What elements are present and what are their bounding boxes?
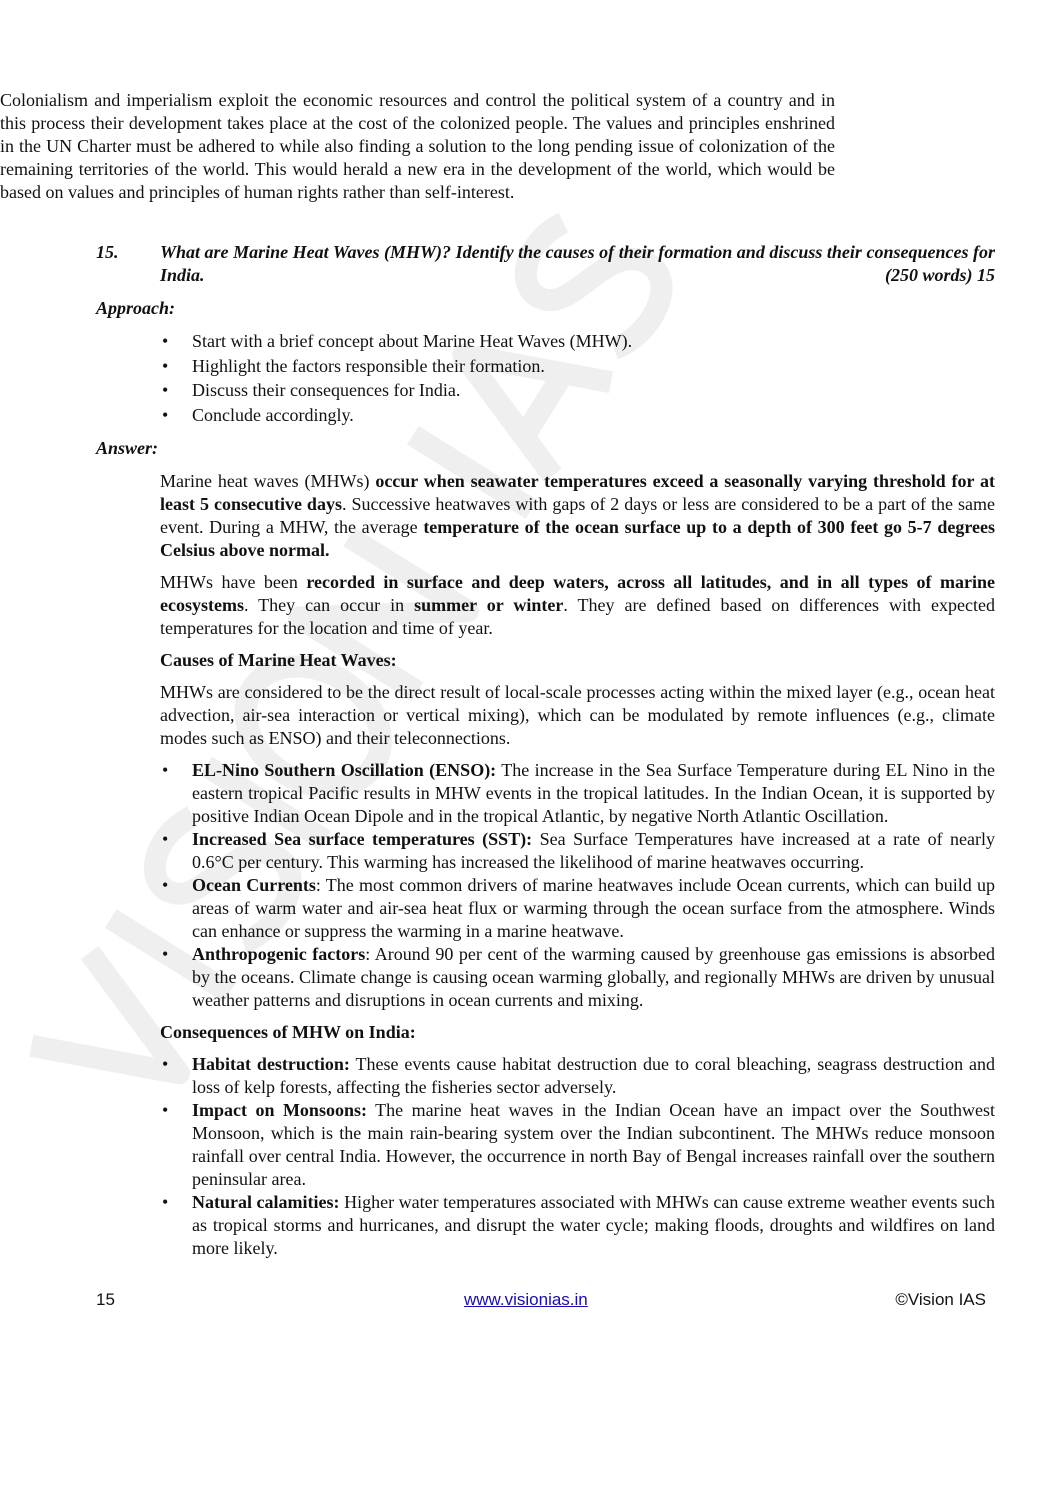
- approach-label: Approach:: [96, 298, 176, 318]
- page-number: 15: [96, 1289, 115, 1309]
- bold-text: summer or winter: [414, 594, 564, 615]
- list-item: • Highlight the factors responsible their formation.: [160, 355, 995, 378]
- item-title: Ocean Currents: [192, 874, 316, 895]
- item-title: EL-Nino Southern Oscillation (ENSO):: [192, 759, 497, 780]
- list-item: [160, 943, 995, 1012]
- list-item: [160, 759, 995, 828]
- list-item: • Conclude accordingly.: [160, 404, 995, 427]
- list-item: [160, 874, 995, 943]
- copyright: ©Vision IAS: [895, 1289, 986, 1309]
- item-text: These events cause habitat destruction due to coral bleaching, seagrass destruction and loss of kelp forests, affecting the fisheries sector adversely.: [192, 1053, 995, 1097]
- answer-body: [160, 470, 995, 1260]
- list-item: [160, 1191, 995, 1260]
- item-title: Natural calamities:: [192, 1191, 340, 1212]
- text: . Successive heatwaves with gaps of 2 days or less are considered to be a part of the same event. During a MHW, the average: [160, 493, 996, 537]
- consequences-list: [160, 1053, 995, 1260]
- answer-paragraph-1: [160, 470, 995, 562]
- bold-text: temperature of the ocean surface up to a depth of 300 feet go 5-7 degrees Celsius above normal.: [160, 516, 995, 560]
- question-text: What are Marine Heat Waves (MHW)? Identify the causes of their formation and discuss their consequences for India.: [160, 242, 995, 285]
- intro-paragraph: Colonialism and imperialism exploit the economic resources and control the political system of a country and in this process their development takes place at the cost of the colonized people. The values and principles enshrined in the UN Charter must be adhered to while also finding a solution to the long pending issue of colonization of the remaining territories of the world. This would herald a new era in the development of the world, which would be based on values and principles of human rights rather than self-interest.: [0, 90, 835, 202]
- question-number: 15.: [96, 242, 119, 262]
- item-title: Impact on Monsoons:: [192, 1099, 367, 1120]
- consequences-heading: Consequences of MHW on India:: [160, 1021, 416, 1042]
- approach-list: [160, 330, 995, 427]
- answer-label: Answer:: [96, 437, 159, 458]
- bold-text: recorded in surface and deep waters, across all latitudes, and in all types of marine ecosystems: [160, 571, 995, 615]
- list-item: • Discuss their consequences for India.: [160, 379, 995, 402]
- website-link[interactable]: www.visionias.in: [464, 1289, 588, 1309]
- list-item: • Start with a brief concept about Marine Heat Waves (MHW).: [160, 330, 995, 353]
- text: . They can occur in: [243, 594, 415, 615]
- list-item: [160, 828, 995, 874]
- answer-paragraph-2: [160, 571, 995, 640]
- item-text: Higher water temperatures associated with MHWs can cause extreme weather events such as tropical storms and hurricanes, and disrupt the water cycle; making floods, droughts and wildfires on land more likely.: [192, 1191, 995, 1258]
- question-marks: (250 words) 15: [884, 265, 995, 285]
- page-footer: [96, 1288, 986, 1312]
- bold-text: occur when seawater temperatures exceed a seasonally varying threshold for at least 5 consecutive days: [160, 470, 995, 514]
- question: [96, 241, 995, 287]
- causes-list: [160, 759, 995, 1012]
- text: MHWs have been: [160, 571, 307, 592]
- list-item: [160, 1053, 995, 1099]
- item-text: The increase in the Sea Surface Temperature during EL Nino in the eastern tropical Pacific results in MHW events in the tropical latitudes. In the Indian Ocean, it is supported by positive Indian Ocean Dipole and in the tropical Atlantic, by negative North Atlantic Oscillation.: [192, 759, 995, 826]
- item-text: : The most common drivers of marine heatwaves include Ocean currents, which can build up areas of warm water and air-sea heat flux or warming through the ocean surface from the atmosphere. Winds can enhance or suppress the warming in a marine heatwave.: [192, 874, 996, 941]
- causes-intro: MHWs are considered to be the direct result of local-scale processes acting within the mixed layer (e.g., ocean heat advection, air-sea interaction or vertical mixing), which can be modulated by remote influences (e.g., climate modes such as ENSO) and their teleconnections.: [160, 681, 995, 748]
- text: Marine heat waves (MHWs): [160, 470, 376, 491]
- item-text: Sea Surface Temperatures have increased at a rate of nearly 0.6°C per century. This warming has increased the likelihood of marine heatwaves occurring.: [192, 828, 995, 872]
- item-text: : Around 90 per cent of the warming caused by greenhouse gas emissions is absorbed by the oceans. Climate change is causing ocean warming globally, and regionally MHWs are driven by unusual weather patterns and disruptions in ocean currents and mixing.: [192, 943, 995, 1010]
- item-text: The marine heat waves in the Indian Ocean have an impact over the Southwest Monsoon, which is the main rain-bearing system over the Indian subcontinent. The MHWs reduce monsoon rainfall over central India. However, the occurrence in north Bay of Bengal increases rainfall over the southern peninsular area.: [192, 1099, 995, 1189]
- list-item: [160, 1099, 995, 1191]
- item-title: Anthropogenic factors: [192, 943, 366, 964]
- text: . They are defined based on differences with expected temperatures for the location and time of year.: [160, 594, 995, 638]
- causes-heading: Causes of Marine Heat Waves:: [160, 649, 397, 670]
- item-title: Habitat destruction:: [192, 1053, 350, 1074]
- item-title: Increased Sea surface temperatures (SST):: [192, 828, 533, 849]
